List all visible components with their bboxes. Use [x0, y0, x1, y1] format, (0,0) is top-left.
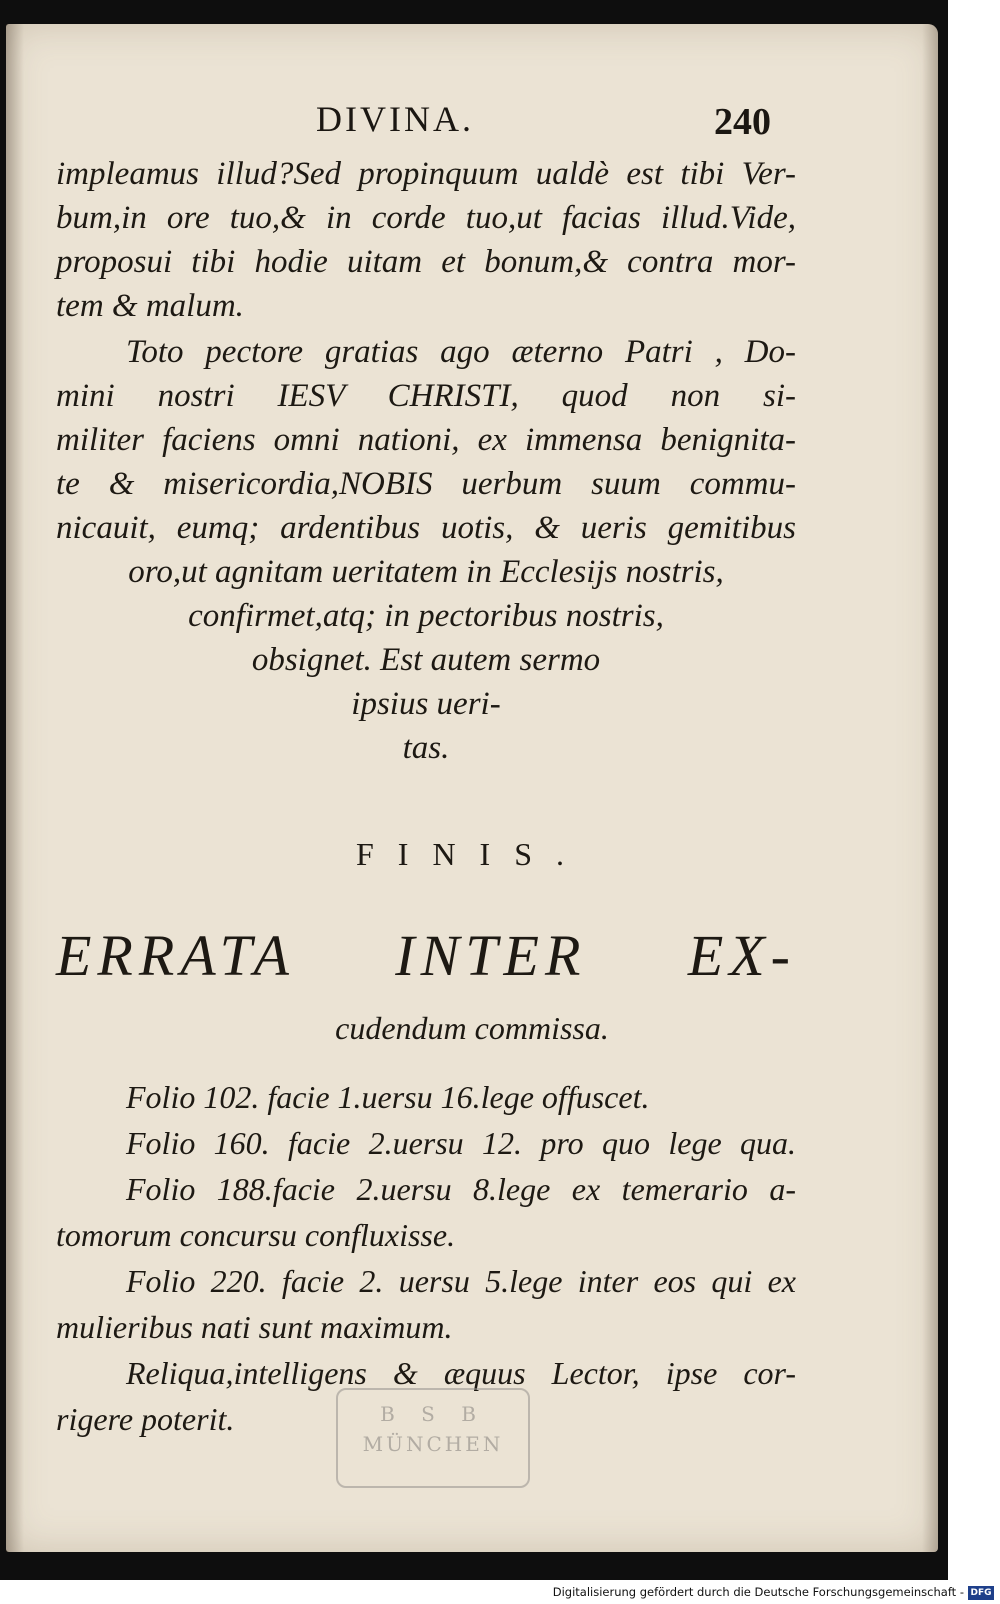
- errata-line: Folio 160. facie 2.uersu 12. pro quo lege qua.: [126, 1125, 796, 1161]
- errata-line: rigere poterit.: [56, 1401, 235, 1437]
- prayer-line: militer faciens omni nationi, ex immensa benignita-: [56, 422, 796, 458]
- page-header: [6, 94, 938, 144]
- page-number: 240: [714, 101, 771, 143]
- errata-line: Folio 102. facie 1.uersu 16.lege offuscet.: [126, 1079, 650, 1115]
- binding-shadow: [6, 24, 24, 1552]
- body-line: proposui tibi hodie uitam et bonum,& contra mor-: [56, 244, 796, 280]
- body-line: tem & malum.: [56, 288, 244, 324]
- errata-line: Folio 220. facie 2. uersu 5.lege inter eos qui ex: [126, 1263, 796, 1299]
- book-page: [6, 24, 938, 1552]
- errata-line: mulieribus nati sunt maximum.: [56, 1309, 453, 1345]
- running-head: DIVINA.: [316, 99, 474, 139]
- finis-heading: FINIS.: [355, 836, 588, 872]
- prayer-line: mini nostri IESV CHRISTI, quod non si-: [56, 378, 796, 414]
- errata-line: Folio 188.facie 2.uersu 8.lege ex temerario a-: [126, 1171, 796, 1207]
- prayer-line: nicauit, eumq; ardentibus uotis, & ueris gemitibus: [56, 510, 796, 546]
- prayer-line: oro,ut agnitam ueritatem in Ecclesijs nostris,: [128, 554, 724, 590]
- errata-list: [56, 1074, 796, 1442]
- body-line: bum,in ore tuo,& in corde tuo,ut facias illud.Vide,: [56, 200, 796, 236]
- prayer-line: tas.: [402, 730, 450, 766]
- prayer-line: confirmet,atq; in pectoribus nostris,: [188, 598, 664, 634]
- dfg-logo: DFG: [968, 1586, 994, 1600]
- library-stamp: [336, 1388, 530, 1488]
- page-fore-edge: [922, 24, 938, 1552]
- errata-title: ERRATA INTER EX-: [56, 923, 796, 988]
- credit-bar: [0, 1582, 1000, 1604]
- prayer-paragraph: [56, 330, 796, 770]
- prayer-line: te & misericordia,NOBIS uerbum suum commu-: [56, 466, 796, 502]
- errata-line: tomorum concursu confluxisse.: [56, 1217, 456, 1253]
- stamp-city: MÜNCHEN: [362, 1432, 504, 1456]
- prayer-line: obsignet. Est autem sermo: [251, 642, 601, 678]
- errata-line: Reliqua,intelligens & æquus Lector, ipse cor-: [126, 1355, 796, 1391]
- prayer-line: Toto pectore gratias ago æterno Patri , Do-: [126, 334, 796, 370]
- stamp-initials: B S B: [380, 1402, 486, 1426]
- prayer-line: ipsius ueri-: [351, 686, 501, 722]
- body-paragraph: [56, 152, 796, 328]
- funding-credit: Digitalisierung gefördert durch die Deutsche Forschungsgemeinschaft -: [552, 1585, 964, 1599]
- body-line: impleamus illud?Sed propinquum ualdè est tibi Ver-: [56, 156, 796, 192]
- errata-subtitle: cudendum commissa.: [335, 1010, 609, 1046]
